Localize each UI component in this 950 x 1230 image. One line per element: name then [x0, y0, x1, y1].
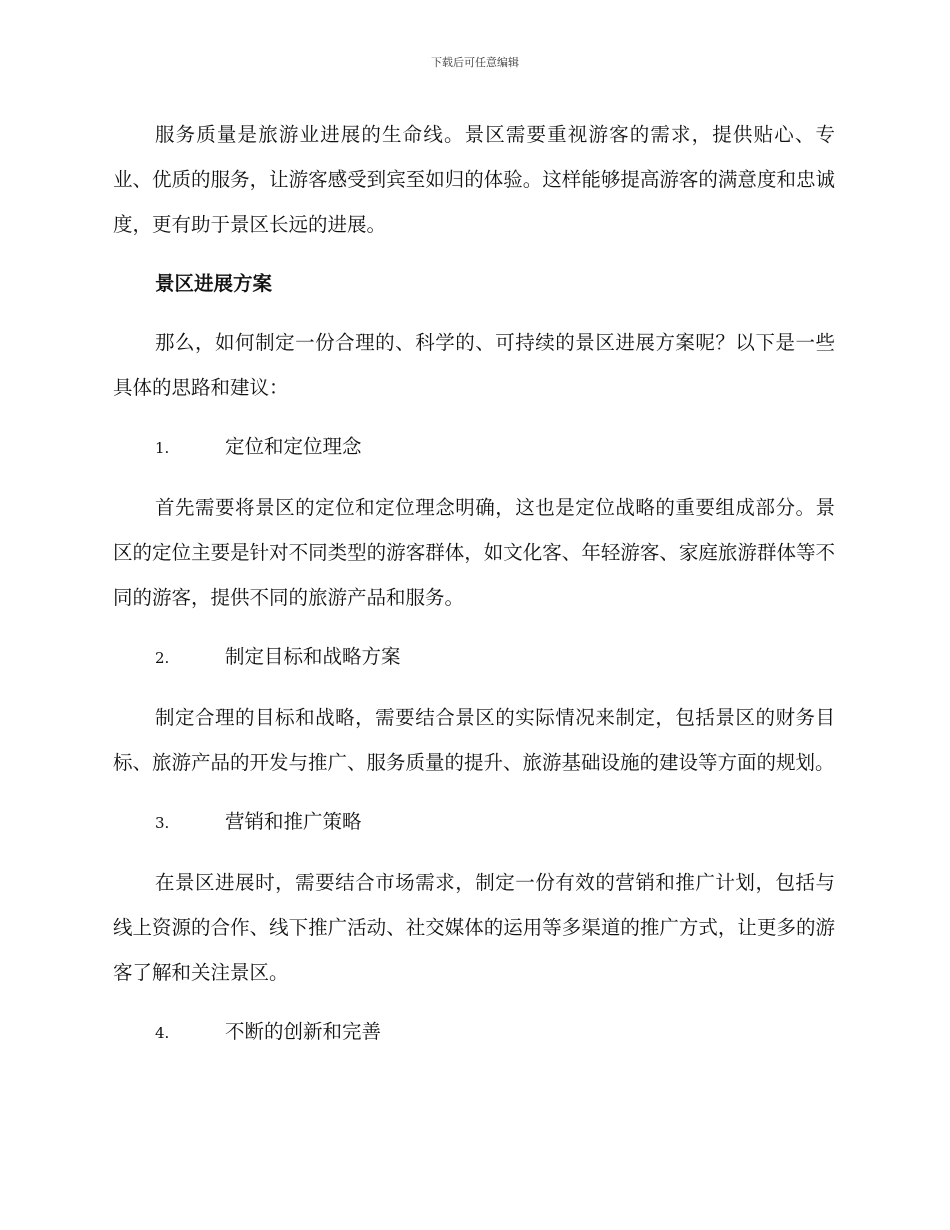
- list-item-4: [113, 1009, 835, 1056]
- paragraph-item-3: 在景区进展时，需要结合市场需求，制定一份有效的营销和推广计划，包括与线上资源的合作、线下推广活动、社交媒体的运用等多渠道的推广方式，让更多的游客了解和关注景区。: [113, 871, 835, 984]
- list-item-title: 制定目标和战略方案: [225, 645, 401, 668]
- list-item-title: 不断的创新和完善: [225, 1020, 382, 1043]
- list-item-title: 定位和定位理念: [225, 435, 362, 458]
- list-item-title: 营销和推广策略: [225, 810, 362, 833]
- paragraph-item-1: 首先需要将景区的定位和定位理念明确，这也是定位战略的重要组成部分。景区的定位主要是针对不同类型的游客群体，如文化客、年轻游客、家庭旅游群体等不同的游客，提供不同的旅游产品和服务。: [113, 496, 835, 609]
- header-note: 下载后可任意编辑: [431, 56, 519, 69]
- list-item-3: [113, 799, 835, 846]
- paragraph-service-quality: 服务质量是旅游业进展的生命线。景区需要重视游客的需求，提供贴心、专业、优质的服务，让游客感受到宾至如归的体验。这样能够提高游客的满意度和忠诚度，更有助于景区长远的进展。: [113, 123, 835, 236]
- list-number: 1.: [155, 439, 170, 457]
- paragraph-intro: 那么，如何制定一份合理的、科学的、可持续的景区进展方案呢？以下是一些具体的思路和建议：: [113, 331, 835, 399]
- list-number: 2.: [155, 649, 170, 667]
- list-item-1: [113, 424, 835, 471]
- section-heading: 景区进展方案: [155, 272, 273, 295]
- document-body: [113, 112, 835, 1070]
- list-item-2: [113, 634, 835, 681]
- paragraph-item-2: 制定合理的目标和战略，需要结合景区的实际情况来制定，包括景区的财务目标、旅游产品的开发与推广、服务质量的提升、旅游基础设施的建设等方面的规划。: [113, 706, 835, 774]
- list-number: 4.: [155, 1024, 170, 1042]
- list-number: 3.: [155, 814, 170, 832]
